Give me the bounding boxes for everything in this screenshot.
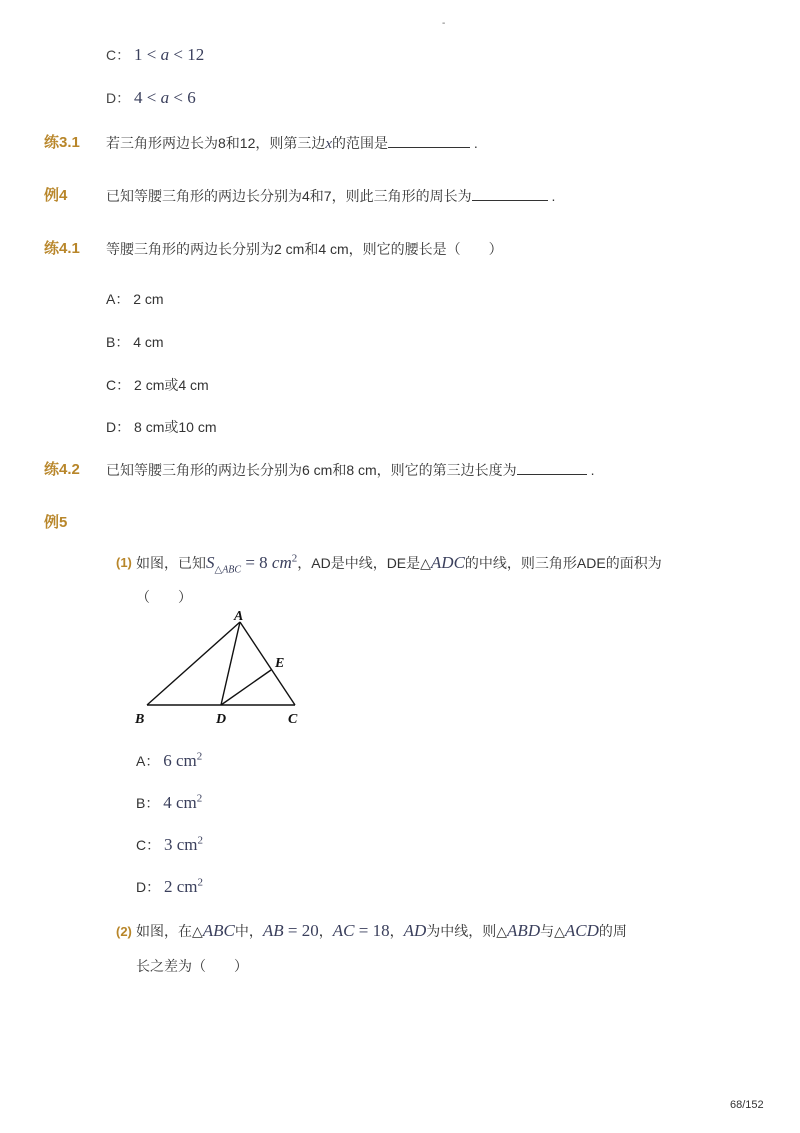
option-b: B： 4 $cm^2$ — [136, 792, 203, 812]
example-4-text: 已知等腰三角形的两边长分别为4和7，则此三角形的周长为 . — [106, 188, 556, 204]
exercise-tag: 练3.1 — [44, 134, 80, 151]
option-label: D — [106, 90, 117, 106]
question-1-text: 如图，已知$S_{\triangle ABC} = 8$ $cm^2$，AD是中线，DE是△ADC的中线，则三角形ADE的面积为 — [136, 552, 662, 576]
page-number: 68/152 — [730, 1099, 764, 1111]
segment-ad — [221, 622, 240, 705]
option-c: C： 3 $cm^2$ — [136, 834, 204, 854]
question-number: (1) — [116, 555, 132, 570]
exercise-tag: 练4.1 — [44, 240, 80, 257]
option-a: A： 2 cm — [106, 291, 164, 307]
label-a: A — [234, 609, 244, 624]
top-mark: - — [442, 18, 446, 29]
exercise-4-2-text: 已知等腰三角形的两边长分别为6 cm和8 cm，则它的第三边长度为 . — [106, 462, 595, 478]
label-b: B — [135, 712, 145, 727]
answer-blank[interactable] — [517, 462, 587, 475]
option-c: C： 2 cm或4 cm — [106, 377, 209, 393]
segment-ac — [240, 622, 295, 705]
option-label: C — [106, 47, 117, 63]
label-c: C — [288, 712, 298, 727]
exercise-tag: 练4.2 — [44, 461, 80, 478]
math-inequality: 4 < a < 6 — [134, 88, 196, 107]
math-inequality: 1 < a < 12 — [134, 45, 205, 64]
answer-blank[interactable] — [388, 135, 470, 148]
answer-parentheses: （ ） — [136, 589, 192, 605]
question-2-line2: 长之差为（ ） — [136, 958, 248, 974]
answer-blank[interactable] — [472, 188, 548, 201]
option-a: A： 6 $cm^2$ — [136, 750, 203, 770]
exercise-3-1-text: 若三角形两边长为8和12，则第三边x的范围是 . — [106, 135, 478, 152]
option-d: D： 4 < a < 6 — [106, 88, 196, 107]
question-2-text: 如图，在△ABC中，AB = 20，AC = 18，AD为中线，则△ABD与△ACD的周 — [136, 921, 627, 940]
option-d: D： 2 $cm^2$ — [136, 876, 204, 896]
option-b: B： 4 cm — [106, 334, 164, 350]
label-d: D — [216, 712, 227, 727]
exercise-4-1-text: 等腰三角形的两边长分别为2 cm和4 cm，则它的腰长是（ ） — [106, 241, 503, 257]
question-number: (2) — [116, 924, 132, 939]
example-tag: 例5 — [44, 514, 68, 531]
option-d: D： 8 cm或10 cm — [106, 419, 217, 435]
example-tag: 例4 — [44, 187, 68, 204]
option-c: C： 1 < a < 12 — [106, 45, 205, 64]
label-e: E — [275, 656, 285, 671]
triangle-figure — [130, 605, 310, 730]
segment-ab — [147, 622, 240, 705]
